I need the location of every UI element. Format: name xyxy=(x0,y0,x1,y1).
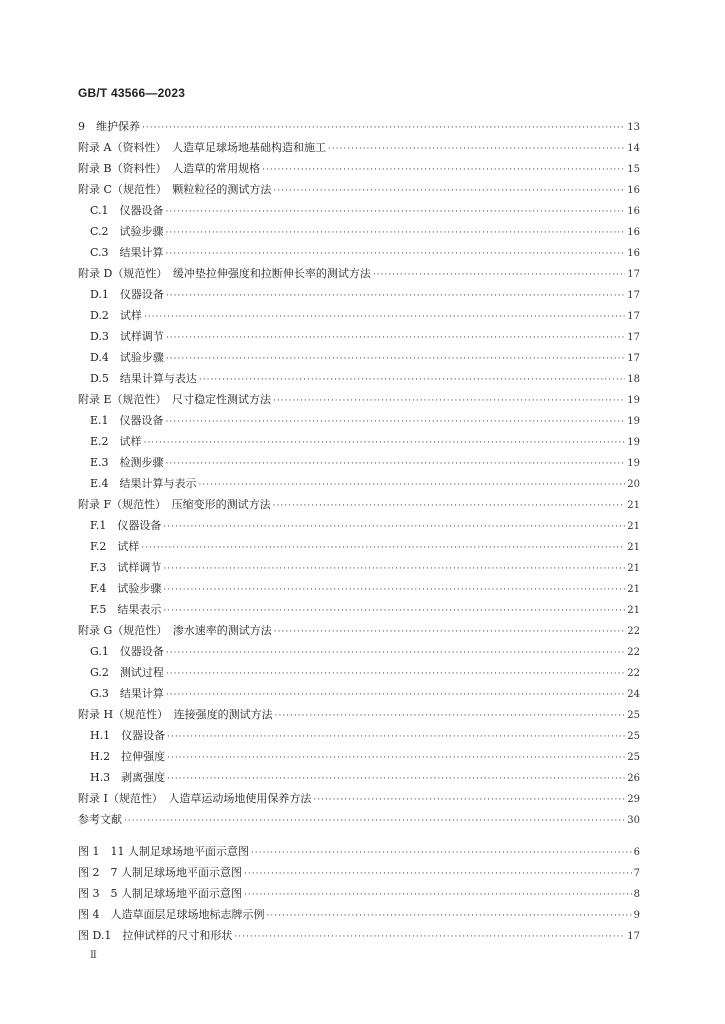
dot-leader xyxy=(163,604,625,618)
toc-entry[interactable] xyxy=(90,456,640,470)
toc-entry-label: 附录 I（规范性） 人造草运动场地使用保养方法 xyxy=(78,792,312,805)
dot-leader xyxy=(166,352,625,366)
dot-leader xyxy=(166,646,625,660)
toc-entry-label: 9 维护保养 xyxy=(78,120,140,133)
toc-entry-page: 29 xyxy=(627,794,640,805)
toc-entry[interactable] xyxy=(90,771,640,785)
toc-entry-label: 附录 A（资料性） 人造草足球场地基础构造和施工 xyxy=(78,141,326,154)
toc-entry-label: 附录 E（规范性） 尺寸稳定性测试方法 xyxy=(78,393,272,406)
dot-leader xyxy=(234,930,625,944)
toc-entry-page: 6 xyxy=(633,847,640,858)
toc-entry-label: F.4 试验步骤 xyxy=(90,582,162,595)
toc-entry[interactable] xyxy=(90,750,640,764)
toc-entry-label: H.2 拉伸强度 xyxy=(90,750,166,763)
toc-entry-page: 17 xyxy=(627,353,640,364)
toc-entry-page: 18 xyxy=(627,374,640,385)
toc-entry-page: 19 xyxy=(627,437,640,448)
toc-entry-page: 26 xyxy=(627,773,640,784)
dot-leader xyxy=(167,730,625,744)
toc-entry-label: E.2 试样 xyxy=(90,435,142,448)
toc-entry-page: 19 xyxy=(627,395,640,406)
toc-entry-label: H.1 仪器设备 xyxy=(90,729,166,742)
toc-entry-label: D.3 试样调节 xyxy=(90,330,164,343)
dot-leader xyxy=(313,793,625,807)
toc-entry-page: 22 xyxy=(627,647,640,658)
toc-entry[interactable] xyxy=(90,372,640,386)
toc-entry[interactable] xyxy=(90,687,640,701)
dot-leader xyxy=(273,499,626,513)
toc-entry-label: G.2 测试过程 xyxy=(90,666,164,679)
toc-entry[interactable] xyxy=(90,225,640,239)
toc-entry-label: 附录 F（规范性） 压缩变形的测试方法 xyxy=(78,498,271,511)
toc-entry[interactable] xyxy=(90,351,640,365)
toc-entry-label: 附录 C（规范性） 颗粒粒径的测试方法 xyxy=(78,183,272,196)
toc-entry-page: 17 xyxy=(627,332,640,343)
toc-entry-label: D.4 试验步骤 xyxy=(90,351,164,364)
dot-leader xyxy=(124,814,625,828)
toc-entry-label: D.1 仪器设备 xyxy=(90,288,164,301)
dot-leader xyxy=(166,289,625,303)
toc-entry[interactable] xyxy=(90,645,640,659)
dot-leader xyxy=(373,268,625,282)
toc-entry-label: F.3 试样调节 xyxy=(90,561,162,574)
toc-entry-label: 图 D.1 拉伸试样的尺寸和形状 xyxy=(78,929,233,942)
toc-entry-page: 15 xyxy=(627,164,640,175)
dot-leader xyxy=(328,142,625,156)
toc-entry[interactable] xyxy=(90,204,640,218)
toc-entry-label: 附录 G（规范性） 渗水速率的测试方法 xyxy=(78,624,272,637)
toc-entry-label: E.1 仪器设备 xyxy=(90,414,164,427)
dot-leader xyxy=(274,625,625,639)
toc-entry-label: F.2 试样 xyxy=(90,540,140,553)
toc-entry[interactable] xyxy=(78,183,640,197)
toc-entry[interactable] xyxy=(90,435,640,449)
toc-entry-label: 附录 B（资料性） 人造草的常用规格 xyxy=(78,162,261,175)
toc-entry-page: 13 xyxy=(627,122,640,133)
toc-entry-page: 19 xyxy=(627,416,640,427)
dot-leader xyxy=(166,688,625,702)
toc-entry-label: G.3 结果计算 xyxy=(90,687,164,700)
toc-entry-label: 图 3 5 人制足球场地平面示意图 xyxy=(78,887,242,900)
toc-entry[interactable] xyxy=(90,729,640,743)
toc-entry[interactable] xyxy=(78,813,640,827)
toc-entry-page: 17 xyxy=(627,931,640,942)
toc-entry[interactable] xyxy=(90,330,640,344)
toc-entry[interactable] xyxy=(78,267,640,281)
toc-entry[interactable] xyxy=(78,120,640,134)
dot-leader xyxy=(142,121,625,135)
toc-entry-page: 7 xyxy=(633,868,640,879)
toc-entry[interactable] xyxy=(90,561,640,575)
dot-leader xyxy=(144,310,625,324)
dot-leader xyxy=(199,373,625,387)
document-number: GB/T 43566—2023 xyxy=(78,86,186,100)
dot-leader xyxy=(163,562,625,576)
toc-entry[interactable] xyxy=(78,498,640,512)
toc-entry-label: 图 2 7 人制足球场地平面示意图 xyxy=(78,866,242,879)
dot-leader xyxy=(262,163,625,177)
toc-entry-page: 22 xyxy=(627,626,640,637)
dot-leader xyxy=(166,457,626,471)
toc-entry-page: 21 xyxy=(627,584,640,595)
toc-entry-page: 21 xyxy=(627,500,640,511)
toc-entry[interactable] xyxy=(90,414,640,428)
dot-leader xyxy=(166,226,626,240)
dot-leader xyxy=(166,667,625,681)
toc-entry[interactable] xyxy=(78,792,640,806)
toc-entry-page: 9 xyxy=(633,910,640,921)
toc-entry-label: E.3 检测步骤 xyxy=(90,456,164,469)
toc-entry-page: 21 xyxy=(627,521,640,532)
toc-entry-page: 19 xyxy=(627,458,640,469)
toc-entry[interactable] xyxy=(78,929,640,943)
toc-entry-label: G.1 仪器设备 xyxy=(90,645,164,658)
dot-leader xyxy=(167,772,625,786)
toc-entry[interactable] xyxy=(78,708,640,722)
toc-entry-label: 图 1 11 人制足球场地平面示意图 xyxy=(78,845,249,858)
toc-entry[interactable] xyxy=(78,624,640,638)
dot-leader xyxy=(166,415,626,429)
toc-entry-page: 14 xyxy=(627,143,640,154)
toc-entry[interactable] xyxy=(78,908,640,922)
toc-entry[interactable] xyxy=(90,582,640,596)
toc-entry[interactable] xyxy=(90,246,640,260)
dot-leader xyxy=(141,541,625,555)
dot-leader xyxy=(166,331,625,345)
toc-entry[interactable] xyxy=(90,519,640,533)
toc-entry-label: 附录 D（规范性） 缓冲垫拉伸强度和拉断伸长率的测试方法 xyxy=(78,267,371,280)
toc-entry-page: 22 xyxy=(627,668,640,679)
toc-entry-page: 25 xyxy=(627,710,640,721)
toc-entry-label: C.3 结果计算 xyxy=(90,246,164,259)
toc-entry-label: H.3 剥离强度 xyxy=(90,771,166,784)
toc-entry-page: 17 xyxy=(627,311,640,322)
toc-entry-label: D.2 试样 xyxy=(90,309,142,322)
toc-entry-label: 附录 H（规范性） 连接强度的测试方法 xyxy=(78,708,273,721)
dot-leader xyxy=(166,205,626,219)
toc-entry[interactable] xyxy=(78,887,640,901)
toc-entry-label: F.5 结果表示 xyxy=(90,603,162,616)
toc-entry-page: 16 xyxy=(627,185,640,196)
toc-entry-label: C.2 试验步骤 xyxy=(90,225,164,238)
toc-entry-page: 16 xyxy=(627,227,640,238)
dot-leader xyxy=(163,520,625,534)
toc-entry-page: 25 xyxy=(627,752,640,763)
toc-entry[interactable] xyxy=(78,162,640,176)
toc-entry-label: C.1 仪器设备 xyxy=(90,204,164,217)
dot-leader xyxy=(166,247,626,261)
toc-entry[interactable] xyxy=(90,477,640,491)
dot-leader xyxy=(167,751,625,765)
toc-entry[interactable] xyxy=(78,866,640,880)
dot-leader xyxy=(273,184,625,198)
toc-entry-page: 17 xyxy=(627,269,640,280)
dot-leader xyxy=(199,478,626,492)
dot-leader xyxy=(244,888,632,902)
toc-entry-page: 8 xyxy=(633,889,640,900)
dot-leader xyxy=(144,436,626,450)
toc-entry[interactable] xyxy=(78,393,640,407)
dot-leader xyxy=(163,583,625,597)
toc-entry[interactable] xyxy=(90,666,640,680)
toc-entry[interactable] xyxy=(90,288,640,302)
toc-entry-page: 25 xyxy=(627,731,640,742)
toc-entry-page: 17 xyxy=(627,290,640,301)
toc-entry-page: 21 xyxy=(627,542,640,553)
dot-leader xyxy=(244,867,632,881)
toc-entry-label: 参考文献 xyxy=(78,813,122,826)
page-number: Ⅱ xyxy=(90,950,97,961)
toc-entry-label: E.4 结果计算与表示 xyxy=(90,477,197,490)
dot-leader xyxy=(273,394,625,408)
toc-entry-page: 16 xyxy=(627,206,640,217)
dot-leader xyxy=(275,709,626,723)
toc-entry-label: 图 4 人造草面层足球场地标志牌示例 xyxy=(78,908,265,921)
toc-entry[interactable] xyxy=(90,309,640,323)
toc-entry-page: 24 xyxy=(627,689,640,700)
toc-entry-page: 30 xyxy=(627,815,640,826)
toc-entry[interactable] xyxy=(78,141,640,155)
toc-entry[interactable] xyxy=(90,603,640,617)
toc-entry-page: 21 xyxy=(627,605,640,616)
toc-entry-page: 21 xyxy=(627,563,640,574)
toc-entry-page: 16 xyxy=(627,248,640,259)
toc-entry-page: 20 xyxy=(627,479,640,490)
toc-entry[interactable] xyxy=(78,845,640,859)
toc-entry-label: F.1 仪器设备 xyxy=(90,519,162,532)
toc-entry-label: D.5 结果计算与表达 xyxy=(90,372,197,385)
dot-leader xyxy=(251,846,632,860)
dot-leader xyxy=(267,909,632,923)
toc-entry[interactable] xyxy=(90,540,640,554)
